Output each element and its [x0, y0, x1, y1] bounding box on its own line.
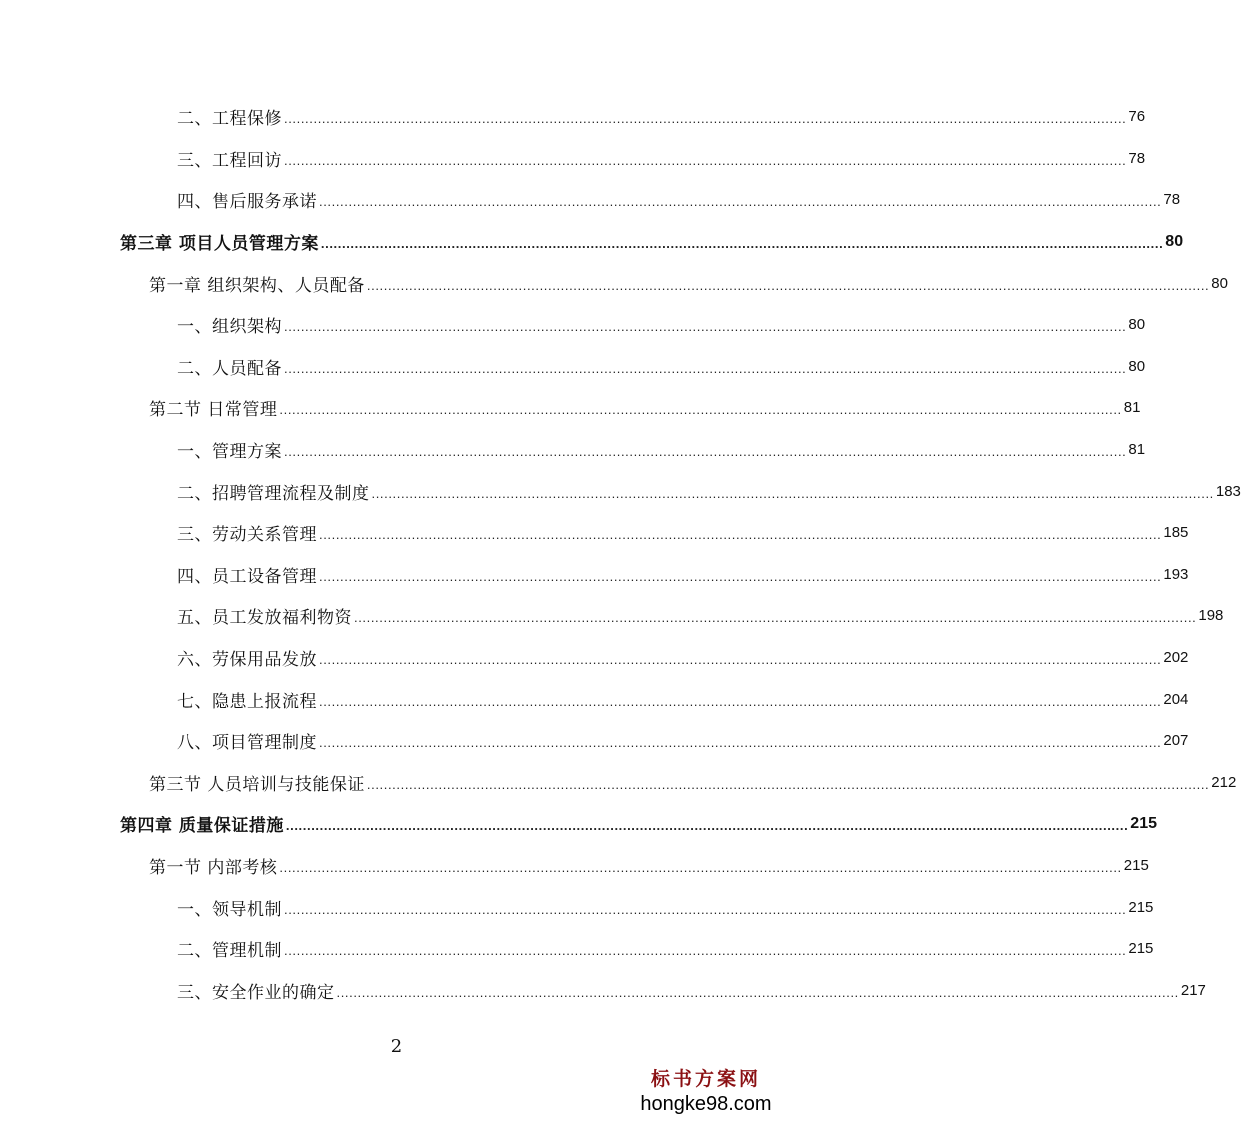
toc-entry[interactable] [0, 845, 1149, 887]
toc-entry-label: 第一章 组织架构、人员配备 [149, 275, 365, 296]
watermark-title: 标书方案网 [650, 1068, 761, 1090]
toc-entry-page: 80 [1128, 357, 1146, 375]
toc-entry-label: 四、售后服务承诺 [177, 192, 317, 213]
toc-entry-page: 78 [1163, 191, 1181, 209]
toc-entry[interactable] [0, 429, 1146, 471]
toc-entry-label: 第三章 项目人员管理方案 [120, 234, 319, 255]
toc-entry[interactable] [0, 762, 1237, 804]
toc-entry-page: 80 [1165, 232, 1184, 250]
toc-entry-page: 193 [1163, 565, 1189, 583]
toc-entry-page: 80 [1211, 274, 1228, 292]
toc-entry-label: 二、管理机制 [177, 941, 282, 962]
toc-entry-label: 二、工程保修 [177, 109, 282, 130]
toc-entry-label: 第二节 日常管理 [149, 400, 278, 421]
toc-leader-dots: ........................................................................................................................................................................................................ [354, 610, 1197, 626]
toc-entry-page: 212 [1211, 773, 1237, 791]
toc-entry-page: 80 [1128, 316, 1146, 334]
toc-leader-dots: ........................................................................................................................................................................................................ [284, 152, 1127, 168]
toc-entry[interactable] [0, 595, 1224, 637]
toc-entry[interactable] [0, 96, 1146, 138]
toc-entry-page: 217 [1180, 981, 1206, 999]
toc-leader-dots: ........................................................................................................................................................................................................ [319, 652, 1162, 668]
toc-leader-dots: ........................................................................................................................................................................................................ [284, 444, 1127, 460]
toc-entry-label: 五、员工发放福利物资 [177, 608, 352, 629]
toc-entry-page: 215 [1128, 898, 1154, 916]
toc-entry-page: 202 [1163, 649, 1189, 667]
toc-entry[interactable] [0, 387, 1141, 429]
toc-entry-label: 八、项目管理制度 [177, 733, 317, 754]
toc-entry[interactable] [0, 179, 1181, 221]
toc-entry-page: 207 [1163, 732, 1189, 750]
toc-leader-dots: ........................................................................................................................................................................................................ [319, 568, 1162, 584]
toc-entry[interactable] [0, 678, 1189, 720]
page-number: 2 [390, 1036, 403, 1057]
toc-entry-page: 215 [1123, 856, 1149, 874]
toc-entry[interactable] [0, 346, 1146, 388]
toc-entry-page: 78 [1128, 149, 1146, 167]
toc-entry-label: 三、安全作业的确定 [177, 982, 335, 1003]
toc-leader-dots: ........................................................................................................................................................................................................ [371, 485, 1214, 501]
toc-entry-label: 四、员工设备管理 [177, 566, 317, 587]
toc-leader-dots: ........................................................................................................................................................................................................ [284, 943, 1127, 959]
toc-leader-dots: ........................................................................................................................................................................................................ [284, 901, 1127, 917]
toc-entry-label: 一、组织架构 [177, 317, 282, 338]
toc-entry-label: 第一节 内部考核 [149, 857, 278, 878]
toc-leader-dots: ........................................................................................................................................................................................................ [319, 527, 1162, 543]
toc-leader-dots: ........................................................................................................................................................................................................ [284, 360, 1127, 376]
toc-entry-label: 三、劳动关系管理 [177, 525, 317, 546]
toc-entry-page: 198 [1198, 607, 1224, 625]
toc-entry-label: 第三节 人员培训与技能保证 [149, 774, 365, 795]
watermark-url: hongke98.com [640, 1093, 772, 1115]
toc-entry[interactable] [0, 720, 1189, 762]
toc-leader-dots: ........................................................................................................................................................................................................ [366, 776, 1210, 792]
toc-entry-label: 六、劳保用品发放 [177, 650, 317, 671]
toc-entry[interactable] [0, 886, 1154, 928]
toc-leader-dots: ........................................................................................................................................................................................................ [319, 194, 1162, 210]
toc-leader-dots: ........................................................................................................................................................................................................ [319, 693, 1162, 709]
toc-entry[interactable] [0, 138, 1146, 180]
toc-entry-label: 三、工程回访 [177, 150, 282, 171]
toc-entry[interactable] [0, 221, 1184, 263]
toc-leader-dots: ........................................................................................................................................................................................................ [279, 402, 1122, 418]
toc-leader-dots: ........................................................................................................................................................................................................ [319, 735, 1162, 751]
toc-entry[interactable] [0, 554, 1189, 596]
toc-leader-dots: ........................................................................................................................................................................................................ [279, 859, 1122, 875]
toc-entry[interactable] [0, 969, 1206, 1011]
toc-entry[interactable] [0, 304, 1146, 346]
toc-entry-page: 215 [1128, 940, 1154, 958]
toc-leader-dots: ........................................................................................................................................................................................................ [336, 984, 1179, 1000]
table-of-contents [0, 96, 1241, 1011]
toc-entry-page: 81 [1128, 441, 1146, 459]
toc-entry-page: 185 [1163, 524, 1189, 542]
toc-entry[interactable] [0, 470, 1241, 512]
toc-leader-dots: ........................................................................................................................................................................................................ [285, 818, 1129, 834]
toc-entry-page: 76 [1128, 108, 1146, 126]
toc-entry-page: 183 [1215, 482, 1241, 500]
toc-entry-page: 204 [1163, 690, 1189, 708]
toc-entry[interactable] [0, 803, 1157, 845]
toc-entry-label: 二、招聘管理流程及制度 [177, 483, 370, 504]
toc-leader-dots: ........................................................................................................................................................................................................ [284, 319, 1127, 335]
toc-entry-label: 二、人员配备 [177, 358, 282, 379]
toc-entry[interactable] [0, 637, 1189, 679]
toc-entry-label: 一、领导机制 [177, 899, 282, 920]
toc-entry-label: 第四章 质量保证措施 [120, 816, 284, 837]
toc-entry-label: 七、隐患上报流程 [177, 691, 317, 712]
toc-leader-dots: ........................................................................................................................................................................................................ [320, 236, 1164, 252]
toc-entry[interactable] [0, 512, 1189, 554]
toc-entry[interactable] [0, 262, 1228, 304]
toc-entry-label: 一、管理方案 [177, 442, 282, 463]
toc-entry-page: 81 [1123, 399, 1141, 417]
toc-leader-dots: ........................................................................................................................................................................................................ [284, 111, 1127, 127]
toc-entry-page: 215 [1130, 814, 1157, 832]
watermark [631, 1066, 781, 1116]
toc-leader-dots: ........................................................................................................................................................................................................ [366, 277, 1210, 293]
toc-entry[interactable] [0, 928, 1154, 970]
